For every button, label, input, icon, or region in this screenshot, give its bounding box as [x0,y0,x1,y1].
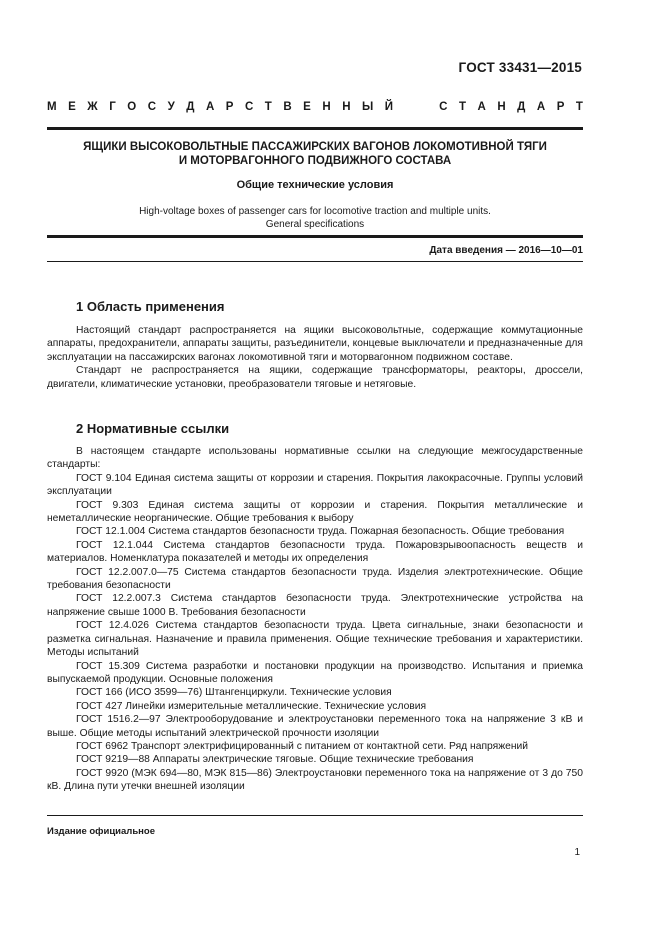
banner-letter: В [283,101,292,113]
english-title [47,206,583,231]
title-line: И МОТОРВАГОННОГО ПОДВИЖНОГО СОСТАВА [178,155,452,167]
banner-letter: У [167,101,175,113]
section-body [47,445,583,794]
banner-letter: Ы [362,101,374,113]
official-edition-label: Издание официальное [47,826,155,837]
banner-letter: Н [497,101,506,113]
banner-letter: М [47,101,57,113]
footer-rule [47,815,583,816]
reference-item: ГОСТ 15.309 Система разработки и постановки продукции на производство. Испытания и приемка выпускаемой продукции. Основные положения [47,660,583,685]
document-subtitle: Общие технические условия [236,179,394,191]
banner-letter: С [439,101,448,113]
reference-item: ГОСТ 12.2.007.3 Система стандартов безопасности труда. Электротехнические устройства на напряжение свыше 1000 В. Требования безопасности [47,593,583,618]
reference-item: ГОСТ 1516.2—97 Электрооборудование и электроустановки переменного тока на напряжение 3 кВ и выше. Общие методы испытаний электрической прочности изоляции [47,714,583,739]
header-rule [47,127,583,130]
title-line: ЯЩИКИ ВЫСОКОВОЛЬТНЫЕ ПАССАЖИРСКИХ ВАГОНОВ ЛОКОМОТИВНОЙ ТЯГИ [83,141,547,153]
banner-letter: А [205,101,215,113]
introduction-date: Дата введения — 2016—10—01 [429,245,583,256]
banner-letter: Й [384,101,394,113]
reference-item: ГОСТ 427 Линейки измерительные металлические. Технические условия [76,700,427,712]
reference-item: ГОСТ 9.303 Единая система защиты от коррозии и старения. Покрытия металлические и неметаллические неорганические. Общие требования к выбору [47,499,583,525]
standard-number: ГОСТ 33431—2015 [458,60,582,75]
page-number: 1 [574,847,580,858]
reference-item: ГОСТ 12.1.044 Система стандартов безопасности труда. Пожаровзрывоопасность веществ и материалов. Номенклатура показателей и методы их определения [47,539,583,565]
banner-letter: Е [68,101,76,113]
reference-item: ГОСТ 166 (ИСО 3599—76) Штангенциркули. Технические условия [76,687,392,699]
reference-item: ГОСТ 12.1.004 Система стандартов безопасности труда. Пожарная безопасность. Общие требования [76,526,565,538]
title-rule [47,235,583,238]
document-title [47,140,583,168]
date-rule [47,261,583,262]
banner-letter: С [147,101,157,113]
english-title-line: High-voltage boxes of passenger cars for locomotive traction and multiple units. [139,206,491,217]
banner-letter: Д [186,101,195,113]
banner-letter: Р [225,101,234,113]
banner-letter: С [244,101,254,113]
banner-letter: Т [264,101,272,113]
banner-letter: А [536,101,546,113]
banner-letter: Т [575,101,583,113]
interstate-standard-banner [47,101,583,113]
reference-item: ГОСТ 9.104 Единая система защиты от коррозии и старения. Покрытия лакокрасочные. Группы условий эксплуатации [47,472,583,498]
banner-letter: Г [109,101,116,113]
section-heading: 1 Область применения [76,299,225,314]
reference-item: ГОСТ 12.2.007.0—75 Система стандартов безопасности труда. Изделия электротехнические. Общие требования безопасности [47,566,583,592]
banner-letter: Н [342,101,351,113]
banner-letter: Р [556,101,565,113]
banner-letter: А [477,101,486,113]
banner-letter: Д [517,101,526,113]
reference-item: ГОСТ 9920 (МЭК 694—80, МЭК 815—86) Электроустановки переменного тока на напряжение от 3 до 750 кВ. Длина пути утечки внешней изоляции [47,767,583,793]
paragraph: Стандарт не распространяется на ящики, содержащие трансформаторы, реакторы, дроссели, двигатели, климатические установки, преобразователи тяговые и нетяговые. [47,365,583,390]
english-title-line: General specifications [265,218,365,230]
reference-item: ГОСТ 6962 Транспорт электрифицированный с питанием от контактной сети. Ряд напряжений [76,740,529,752]
banner-letter: Е [303,101,311,113]
banner-letter: Т [458,101,466,113]
paragraph: Настоящий стандарт распространяется на ящики высоковольтные, содержащие коммутационные аппараты, предохранители, аппараты защиты, разъединители, концевые выключатели и предназначенные для эксплуатации на пассажирских вагонах локомотивной тяги и моторвагонном подвижном составе. [47,325,583,363]
section-heading: 2 Нормативные ссылки [76,421,230,436]
reference-item: ГОСТ 9219—88 Аппараты электрические тяговые. Общие технические требования [76,754,474,766]
paragraph: В настоящем стандарте использованы нормативные ссылки на следующие межгосударственные стандарты: [47,446,583,471]
reference-item: ГОСТ 12.4.026 Система стандартов безопасности труда. Цвета сигнальные, знаки безопасности и разметка сигнальная. Назначение и правила применения. Общие технические требования и характеристики. Методы испытаний [47,620,583,659]
section-body [47,324,583,391]
banner-letter: Н [322,101,331,113]
banner-letter: О [127,101,137,113]
banner-letter: Ж [87,101,98,113]
